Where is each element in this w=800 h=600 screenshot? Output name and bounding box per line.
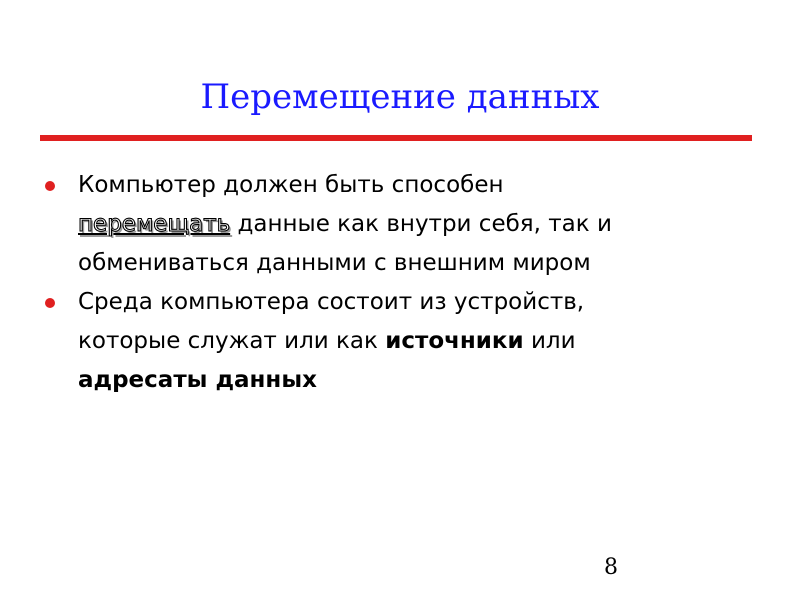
bullet-2-line-2-start: которые служат или как [78,328,386,354]
bullet-item-1 [40,166,730,283]
emphasis-word: перемещать [78,211,231,237]
bullet-1-line-2: данные как внутри себя, так и [230,211,612,237]
bullet-list [40,166,730,400]
bullet-dot-icon [45,181,55,191]
bullet-dot-icon [45,298,55,308]
title-divider [40,135,752,141]
bold-term-destinations: адресаты данных [78,367,317,393]
bullet-item-2 [40,283,730,400]
page-number: 8 [604,555,618,580]
bullet-2-line-2-end: или [523,328,576,354]
bullet-1-line-1: Компьютер должен быть способен [78,172,504,198]
bullet-2-line-1: Среда компьютера состоит из устройств, [78,289,585,315]
bullet-1-line-3: обмениваться данными с внешним миром [78,250,591,276]
bold-term-sources: источники [385,328,524,354]
slide-title: Перемещение данных [200,77,600,117]
